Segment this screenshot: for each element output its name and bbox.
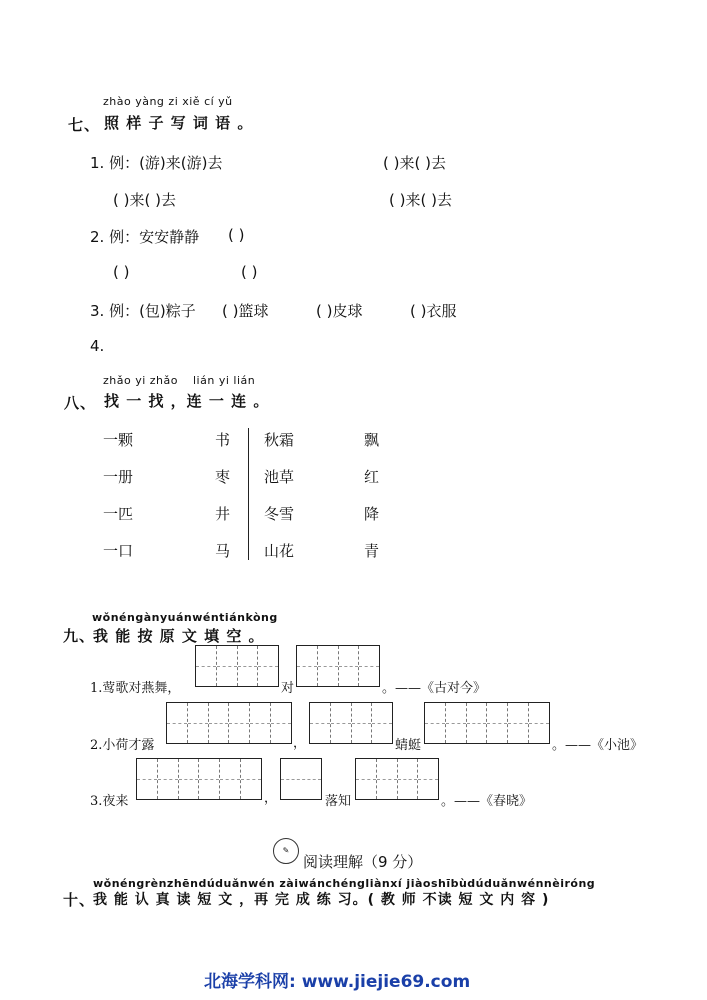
match-right-item[interactable]: 青 xyxy=(364,542,380,560)
s9-pinyin: wǒnéngànyuánwéntiánkòng xyxy=(92,611,278,624)
fill-grid[interactable] xyxy=(424,702,550,744)
s7-number: 七、 xyxy=(68,116,101,134)
match-right-item[interactable]: 飘 xyxy=(364,431,380,449)
s7-q1-blank-c[interactable]: ( )来( )去 xyxy=(389,191,452,209)
match-right-item[interactable]: 山花 xyxy=(264,542,295,560)
s7-pinyin: zhào yàng zi xiě cí yǔ xyxy=(103,95,233,108)
s9-l3-comma: ， xyxy=(264,791,278,806)
s9-number: 九、 xyxy=(63,627,96,645)
s8-title: 找 一 找 ，连 一 连 。 xyxy=(104,392,270,410)
match-left-item[interactable]: 一口 xyxy=(103,542,134,560)
match-left-item[interactable]: 一册 xyxy=(103,468,134,486)
match-left-item[interactable]: 井 xyxy=(215,505,231,523)
s7-q2-blank3[interactable]: ( ) xyxy=(241,263,258,281)
s8-pinyin-1: zhǎo yi zhǎo xyxy=(103,374,178,387)
s10-number: 十、 xyxy=(63,891,96,909)
s9-l2-start: 2.小荷才露 xyxy=(90,738,155,753)
match-right-item[interactable]: 池草 xyxy=(264,468,295,486)
fill-grid[interactable] xyxy=(296,645,380,687)
s7-q1-example: 1. 例：(游)来(游)去 xyxy=(90,154,223,172)
fill-grid[interactable] xyxy=(195,645,279,687)
match-right-item[interactable]: 降 xyxy=(364,505,380,523)
fill-grid[interactable] xyxy=(355,758,439,800)
fill-grid[interactable] xyxy=(309,702,393,744)
fill-grid[interactable] xyxy=(136,758,262,800)
reading-badge-icon: ✎ xyxy=(273,838,299,864)
match-divider xyxy=(248,428,249,560)
s8-number: 八、 xyxy=(64,394,97,412)
s7-q1-blank-a[interactable]: ( )来( )去 xyxy=(383,154,446,172)
s7-q4: 4. xyxy=(90,337,105,355)
s7-q2-blank1[interactable]: ( ) xyxy=(228,226,245,244)
reading-title: 阅读理解（9 分） xyxy=(303,853,423,871)
fill-grid[interactable] xyxy=(166,702,292,744)
match-right-item[interactable]: 冬雪 xyxy=(264,505,295,523)
s9-l3-end: 。——《春晓》 xyxy=(441,794,533,809)
s7-q1-blank-b[interactable]: ( )来( )去 xyxy=(113,191,176,209)
s7-q3-blank2[interactable]: ( )皮球 xyxy=(316,302,363,320)
s9-l1-mid: 对 xyxy=(281,681,295,696)
s7-q3-blank1[interactable]: ( )篮球 xyxy=(222,302,269,320)
fill-grid[interactable] xyxy=(280,758,322,800)
s10-title: 我 能 认 真 读 短 文 ，再 完 成 练 习。( 教 师 不读 短 文 内 容 ) xyxy=(93,892,550,908)
s9-l1-end: 。——《古对今》 xyxy=(382,681,487,696)
s7-q3-blank3[interactable]: ( )衣服 xyxy=(410,302,457,320)
match-right-item[interactable]: 秋霜 xyxy=(264,431,295,449)
s7-q2-example: 2. 例：安安静静 xyxy=(90,228,200,246)
s9-l3-mid: 落知 xyxy=(325,794,352,809)
footer-watermark: 北海学科网: www.jiejie69.com xyxy=(204,972,471,992)
s9-title: 我 能 按 原 文 填 空 。 xyxy=(93,627,265,645)
s9-l2-end: 。——《小池》 xyxy=(552,738,644,753)
s9-l1-start: 1.莺歌对燕舞， xyxy=(90,681,181,696)
match-right-item[interactable]: 红 xyxy=(364,468,380,486)
match-left-item[interactable]: 枣 xyxy=(215,468,231,486)
s7-title: 照 样 子 写 词 语 。 xyxy=(104,114,254,132)
s9-l3-start: 3.夜来 xyxy=(90,794,129,809)
s9-l2-comma: ， xyxy=(293,736,307,751)
s7-q3-example: 3. 例：(包)粽子 xyxy=(90,302,196,320)
match-left-item[interactable]: 一匹 xyxy=(103,505,134,523)
s9-l2-mid: 蜻蜓 xyxy=(395,738,422,753)
match-left-item[interactable]: 马 xyxy=(215,542,231,560)
s7-q2-blank2[interactable]: ( ) xyxy=(113,263,130,281)
s10-pinyin: wǒnéngrènzhēndúduǎnwén zàiwánchéngliànxí jiàoshībùdúduǎnwénnèiróng xyxy=(93,877,596,890)
match-left-item[interactable]: 书 xyxy=(215,431,231,449)
match-left-item[interactable]: 一颗 xyxy=(103,431,134,449)
s8-pinyin-2: lián yi lián xyxy=(193,374,256,387)
